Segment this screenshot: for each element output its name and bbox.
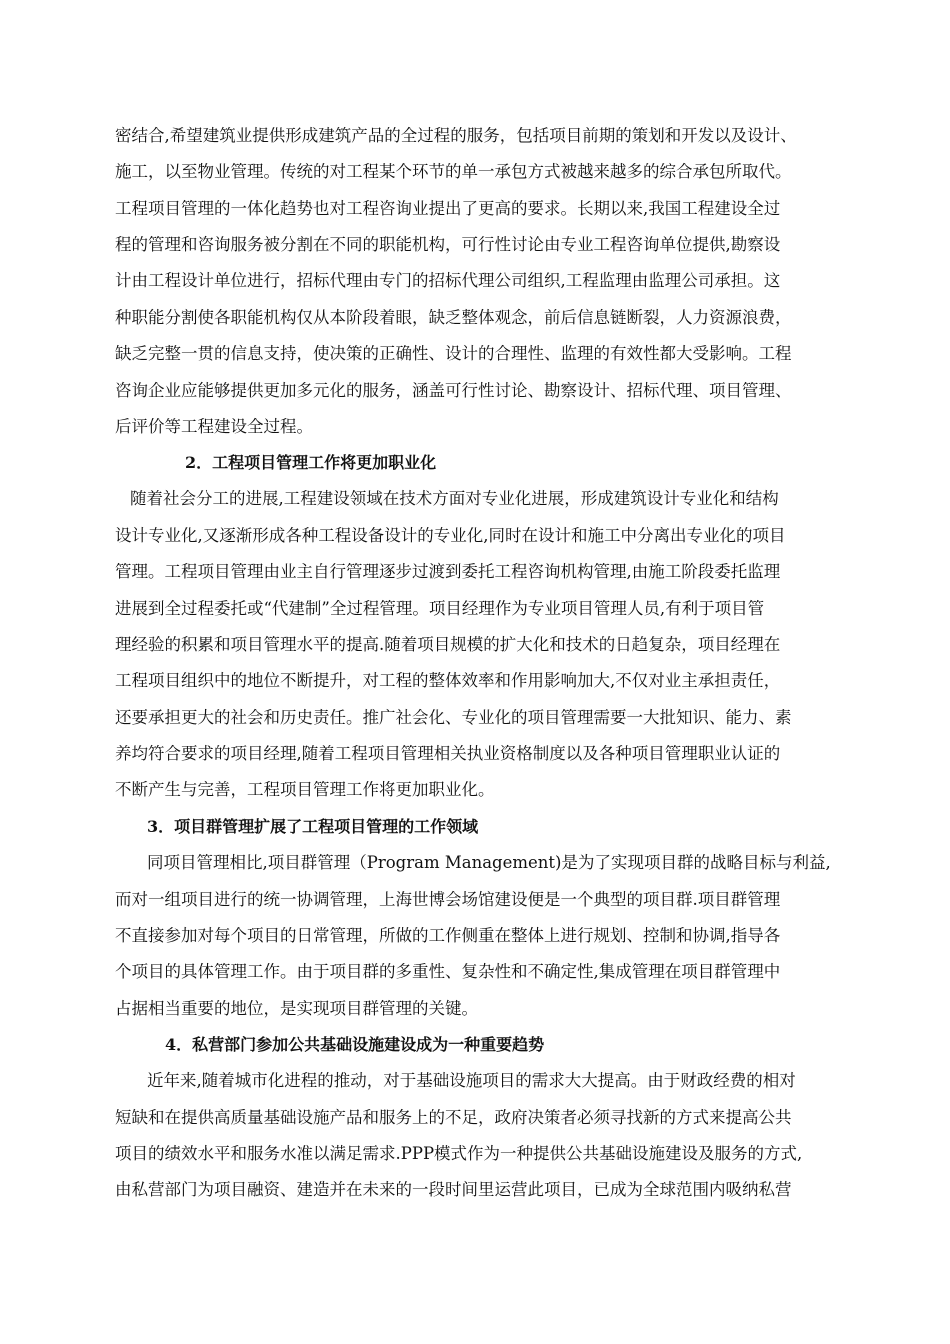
text-line: 程的管理和咨询服务被分割在不同的职能机构，可行性讨论由专业工程咨询单位提供,勘察设 [115, 235, 781, 254]
text-line: 密结合,希望建筑业提供形成建筑产品的全过程的服务，包括项目前期的策划和开发以及设计、 [115, 126, 797, 145]
text-line: 由私营部门为项目融资、建造并在未来的一段时间里运营此项目，已成为全球范围内吸纳私营 [115, 1180, 792, 1199]
section-heading-3: 3．项目群管理扩展了工程项目管理的工作领域 [147, 817, 479, 836]
text-line: 不直接参加对每个项目的日常管理，所做的工作侧重在整体上进行规划、控制和协调,指导各 [115, 926, 781, 945]
text-line: 计由工程设计单位进行，招标代理由专门的招标代理公司组织,工程监理由监理公司承担。这 [115, 271, 781, 290]
text-line: 缺乏完整一贯的信息支持，使决策的正确性、设计的合理性、监理的有效性都大受影响。工程 [115, 344, 792, 363]
text-line: 占据相当重要的地位，是实现项目群管理的关键。 [115, 999, 478, 1018]
text-line: 工程项目组织中的地位不断提升，对工程的整体效率和作用影响加大,不仅对业主承担责任， [115, 671, 781, 690]
text-line: 项目的绩效水平和服务水准以满足需求.PPP模式作为一种提供公共基础设施建设及服务的方式, [115, 1144, 803, 1163]
text-line: 个项目的具体管理工作。由于项目群的多重性、复杂性和不确定性,集成管理在项目群管理中 [115, 962, 781, 981]
section-heading-2: 2．工程项目管理工作将更加职业化 [185, 453, 437, 472]
text-line: 咨询企业应能够提供更加多元化的服务，涵盖可行性讨论、勘察设计、招标代理、项目管理、 [115, 381, 792, 400]
section-heading-4: 4．私营部门参加公共基础设施建设成为一种重要趋势 [165, 1035, 545, 1054]
text-line: 施工，以至物业管理。传统的对工程某个环节的单一承包方式被越来越多的综合承包所取代。 [115, 162, 792, 181]
text-line: 还要承担更大的社会和历史责任。推广社会化、专业化的项目管理需要一大批知识、能力、素 [115, 708, 792, 727]
text-line: 进展到全过程委托或“代建制”全过程管理。项目经理作为专业项目管理人员,有利于项目管 [115, 599, 765, 618]
text-line: 后评价等工程建设全过程。 [115, 417, 313, 436]
text-line: 而对一组项目进行的统一协调管理，上海世博会场馆建设便是一个典型的项目群.项目群管理 [115, 890, 781, 909]
text-line: 短缺和在提供高质量基础设施产品和服务上的不足，政府决策者必须寻找新的方式来提高公共 [115, 1108, 792, 1127]
text-line: 同项目管理相比,项目群管理（Program Management)是为了实现项目群的战略目标与利益, [147, 853, 831, 872]
text-line: 管理。工程项目管理由业主自行管理逐步过渡到委托工程咨询机构管理,由施工阶段委托监理 [115, 562, 781, 581]
text-line: 设计专业化,又逐渐形成各种工程设备设计的专业化,同时在设计和施工中分离出专业化的项目 [115, 526, 786, 545]
text-line: 养均符合要求的项目经理,随着工程项目管理相关执业资格制度以及各种项目管理职业认证的 [115, 744, 781, 763]
text-line: 工程项目管理的一体化趋势也对工程咨询业提出了更高的要求。长期以来,我国工程建设全过 [115, 199, 781, 218]
text-line: 近年来,随着城市化进程的推动，对于基础设施项目的需求大大提高。由于财政经费的相对 [147, 1071, 796, 1090]
text-line: 理经验的积累和项目管理水平的提高.随着项目规模的扩大化和技术的日趋复杂，项目经理在 [115, 635, 781, 654]
text-line: 不断产生与完善，工程项目管理工作将更加职业化。 [115, 780, 495, 799]
text-line: 种职能分割使各职能机构仅从本阶段着眼，缺乏整体观念，前后信息链断裂，人力资源浪费， [115, 308, 792, 327]
text-line: 随着社会分工的进展,工程建设领域在技术方面对专业化进展，形成建筑设计专业化和结构 [130, 489, 779, 508]
